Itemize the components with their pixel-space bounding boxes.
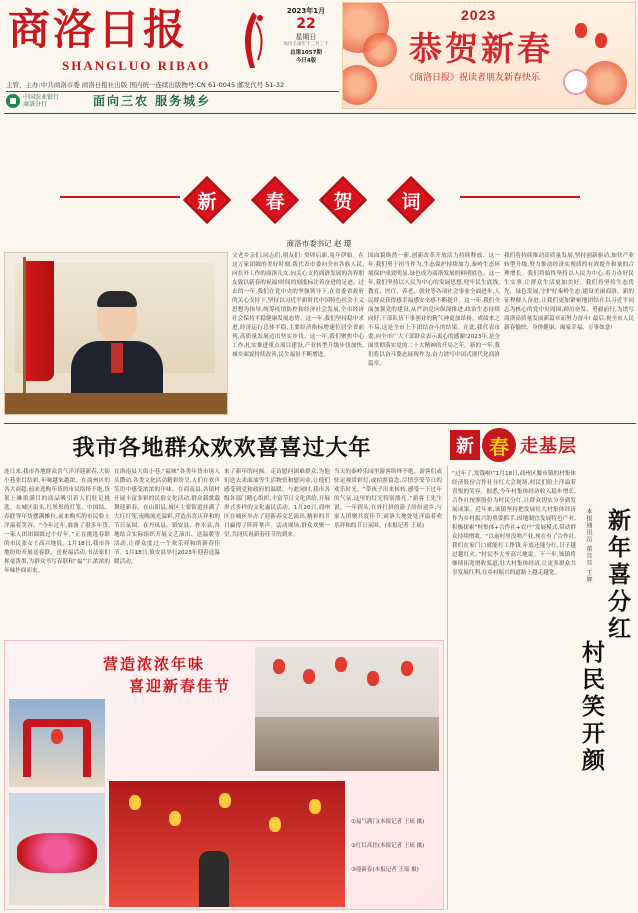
rabbit-icon	[563, 69, 589, 95]
greeting-author: 商洛市委书记 赵 璟	[286, 239, 352, 248]
divider	[4, 113, 636, 114]
lantern-icon	[303, 669, 315, 684]
desk	[5, 393, 228, 415]
divider	[447, 466, 448, 910]
photo-lantern-street	[255, 647, 439, 771]
lantern-icon	[51, 729, 63, 744]
banner-year: 2023	[461, 7, 497, 23]
date-issue: 总第1057期	[290, 50, 322, 56]
column-char-chun: 春	[482, 428, 516, 462]
person-silhouette	[199, 851, 229, 907]
publisher-info: 主管、主办:中共商洛市委 商洛日报社出版 国内统一连续出版物号:CN 61-0045 邮发代号 51-32	[6, 81, 285, 89]
portrait-photo	[4, 252, 228, 415]
flower-icon	[583, 61, 627, 105]
panel-title-b: 喜迎新春佳节	[129, 677, 232, 695]
greeting-text-col3: 我们将持续推动高质量发展,坚持创新驱动,加快产业转型升级,努力推动经济实现质的有效提升和量的合理增长。我们将始终坚持以人民为中心,着力办好民生实事,让群众生活更加美好。我们将坚持生态优先、绿色发展,守护好秦岭生态,建设美丽商洛。新的征程催人奋进,让我们更加紧密地团结在以习近平同志为核心的党中央周围,踔厉奋发、勇毅前行,为谱写商洛高质量发展新篇章而努力奋斗! 最后,祝全市人民新春愉快、身体健康、阖家幸福、万事如意!	[504, 253, 634, 331]
divider	[4, 423, 636, 424]
lantern-icon	[309, 799, 321, 814]
person-hair	[97, 291, 137, 307]
bank-name	[23, 94, 75, 108]
column-title: 走基层	[520, 436, 577, 457]
divider	[60, 196, 180, 198]
newspaper-title: 商洛日报	[8, 5, 189, 54]
lantern-icon	[367, 671, 379, 686]
bank-logo-icon	[6, 94, 20, 108]
date-block	[273, 6, 339, 64]
photo-archway	[9, 699, 105, 787]
lantern-icon	[575, 23, 587, 38]
bank-ad	[6, 91, 339, 109]
street-ground	[255, 717, 439, 771]
panel-title-a: 营造浓浓年味	[103, 655, 206, 673]
bank-slogan: 面向三农 服务城乡	[93, 94, 212, 108]
grassroots-title-a: 新年喜分红	[604, 508, 631, 643]
date-day: 22	[296, 16, 316, 32]
lantern-icon	[335, 657, 347, 672]
newspaper-pinyin: SHANGLUO RIBAO	[62, 58, 211, 73]
new-year-banner	[342, 2, 636, 109]
greeting-text-col1: 父老乡亲们,同志们,朋友们: 癸卯启新,兔年伊始。在这万家团圆的美好时刻,我代表市委向全市各族人民,向在外工作的商洛儿女,向关心支持商洛发展的各界朋友致以新春的祝福!时间的刻度标注着奋进的足迹。过去的一年,我们在党中央的坚强领导下,在省委省政府的关心支持下,坚持以习近平新时代中国特色社会主义思想为指导,统筹疫情防控和经济社会发展,全市经济社会保持平稳健康发展态势。这一年,我们坚持稳中求进,经济运行总体平稳,主要经济指标增速位居全省前列,高质量发展迈出坚实步伐。这一年,我们聚焦中心工作,扎实推进重点项目建设,产业转型升级步伐加快,城乡面貌持续改善,民生福祉不断增进。	[232, 253, 364, 358]
lantern-icon	[595, 33, 607, 48]
date-lunar: 农历壬寅年十二月三十	[283, 42, 329, 47]
banner-subtitle: 《商洛日报》祝读者朋友新春快乐	[405, 73, 541, 83]
article2-col4: 当天的秦岭乐园里游客络绎不绝。游客们或驻足观赏彩灯,或拍照留念,尽情享受节日的欢乐时光。“带孩子出来转转,感受一下过年的气氛,这里的灯光特别漂亮。”游客王先生说。一年到头,在外打拼的游子纷纷返乡,与家人团聚共度佳节,商洛大地处处洋溢着欢乐祥和的节日氛围。(本报记者 王瑶)	[334, 469, 442, 529]
archway-icon	[23, 719, 91, 777]
main-headline: 我市各地群众欢欢喜喜过大年	[72, 435, 372, 461]
lantern-icon	[129, 795, 141, 810]
lantern-icon	[401, 661, 413, 676]
person-tie	[111, 343, 123, 373]
flower-icon	[342, 65, 377, 105]
caption-1: ①福气满门(本报记者 王瑶 摄)	[351, 819, 425, 825]
article2-col1: 连日来,我市各地群众喜气洋洋迎新春,大街小巷张灯结彩,年味越来越浓。在商州区的各大商超,前来选购年货的市民络绎不绝,货架上琳琅满目的商品吸引着人们驻足挑选。在城区街头,红彤彤的灯笼、中国结、春联等年货摆满摊位,前来购买的市民脸上洋溢着笑容。“今年过年,准备了很多年货,一家人团团圆圆过个好年。”正在挑选春联的市民张女士高兴地说。1月18日,我市各地纷纷开展送春联、送祝福活动,书法家们挥毫泼墨,为群众书写春联和“福”字,浓浓的年味扑面而来。	[4, 469, 110, 574]
emblem-icon	[238, 10, 268, 72]
greeting-text-col2: 国面貌焕然一新,创新改革开放活力持续释放。这一年,我们勇于担当作为,生态保护持续加力,秦岭生态环境保护成效明显,绿色成为商洛发展的鲜明底色。这一年,我们坚持以人民为中心的发展思想,兜牢民生底线,教育、医疗、养老、就业等各项社会事业全面进步,人民群众获得感幸福感安全感不断提升。这一年,我们全面加强党的建设,从严治党向纵深推进,政治生态持续向好,干部队伍干事创业的精气神更加昂扬。成绩来之不易,这是全市上下团结奋斗的结果。在此,我代表市委,向全市广大干部群众表示衷心的感谢!2023年,是全面贯彻落实党的二十大精神的开局之年。新的一年,我们将以奋斗姿态展现作为,奋力谱写中国式现代化商洛篇章。	[368, 253, 500, 367]
bank-branch-text: 商洛分行	[23, 100, 48, 108]
photo-dragon-float	[9, 793, 105, 905]
article2-col2: 在洛南县大街小巷,“福城”各类年货市场人头攒动,各类文化活动精彩纷呈,人们在欢声笑语中感受浓浓的年味。在商南县,各镇村开展丰富多彩的民俗文化活动,群众载歌载舞迎新春。在山阳县,城区主要街道挂满了大红灯笼,夜晚流光溢彩,营造出喜庆祥和的节日氛围。在丹凤县、镇安县、柞水县,各地结合实际组织开展文艺演出、送温暖等活动,让群众度过一个欢乐祥和的新春佳节。1月18日,镇安县举行2023年迎春送温暖活动。	[114, 469, 220, 565]
festive-photo-panel	[4, 640, 444, 910]
lantern-icon	[269, 817, 281, 832]
bank-name-text: 中国农业银行	[23, 93, 60, 101]
flag-icon	[26, 261, 54, 381]
column-char-xin: 新	[450, 430, 480, 460]
grassroots-title-b: 村民笑开颜	[578, 640, 605, 775]
divider	[460, 196, 580, 198]
lantern-icon	[169, 811, 181, 826]
date-weekday: 星期日	[295, 33, 317, 41]
date-pages: 今日4版	[295, 58, 317, 64]
caption-2: ②红灯高挂(本报记者 王瑶 摄)	[351, 843, 425, 849]
grassroots-byline: 本报通讯员 董旦旦 王辉	[585, 508, 592, 584]
date-year-month: 2023年1月	[286, 7, 326, 15]
lantern-icon	[273, 659, 285, 674]
flower-icon	[363, 33, 397, 67]
photo-lantern-display	[109, 781, 345, 907]
article2-col3: 来了新年的问候。走访慰问困难群众,为他们送去米面油等生活物资和慰问金,让他们感受到党和政府的温暖。与此同时,我市各级各部门精心组织,丰富节日文化供给,开展形式多样的文化惠民活动。1月20日,商州区在城区举办了迎新春文艺演出,精彩的节目赢得了阵阵掌声。活动现场,群众欢聚一堂,共同庆祝新春佳节的到来。	[224, 469, 330, 538]
lantern-icon	[219, 793, 231, 808]
caption-3: ③迎新春(本报记者 王瑶 摄)	[351, 867, 419, 873]
dragon-float-icon	[17, 833, 97, 873]
banner-title: 恭贺新春	[409, 29, 553, 68]
grassroots-body: “过年了,发钱啦!”1月18日,商州区腰市镇的村集体经济股份合作社分红大会现场,村民们脸上洋溢着喜悦的笑容。据悉,今年村集体经济收入稳步增长,合作社按照股份为村民分红,让群众切实分享到发展成果。近年来,该镇坚持把发展壮大村集体经济作为乡村振兴的重要抓手,因地制宜发展特色产业,积极探索“村集体+合作社+农户”发展模式,带动群众持续增收。“以前村里没啥产业,现在有了合作社,我们在家门口就能打工挣钱,年底还能分红,日子越过越红火。”村民李大爷高兴地说。下一步,该镇将继续拓宽增收渠道,壮大村集体经济,让更多群众共享发展红利,在乡村振兴的道路上越走越宽。	[452, 471, 576, 576]
column-header	[450, 426, 638, 466]
